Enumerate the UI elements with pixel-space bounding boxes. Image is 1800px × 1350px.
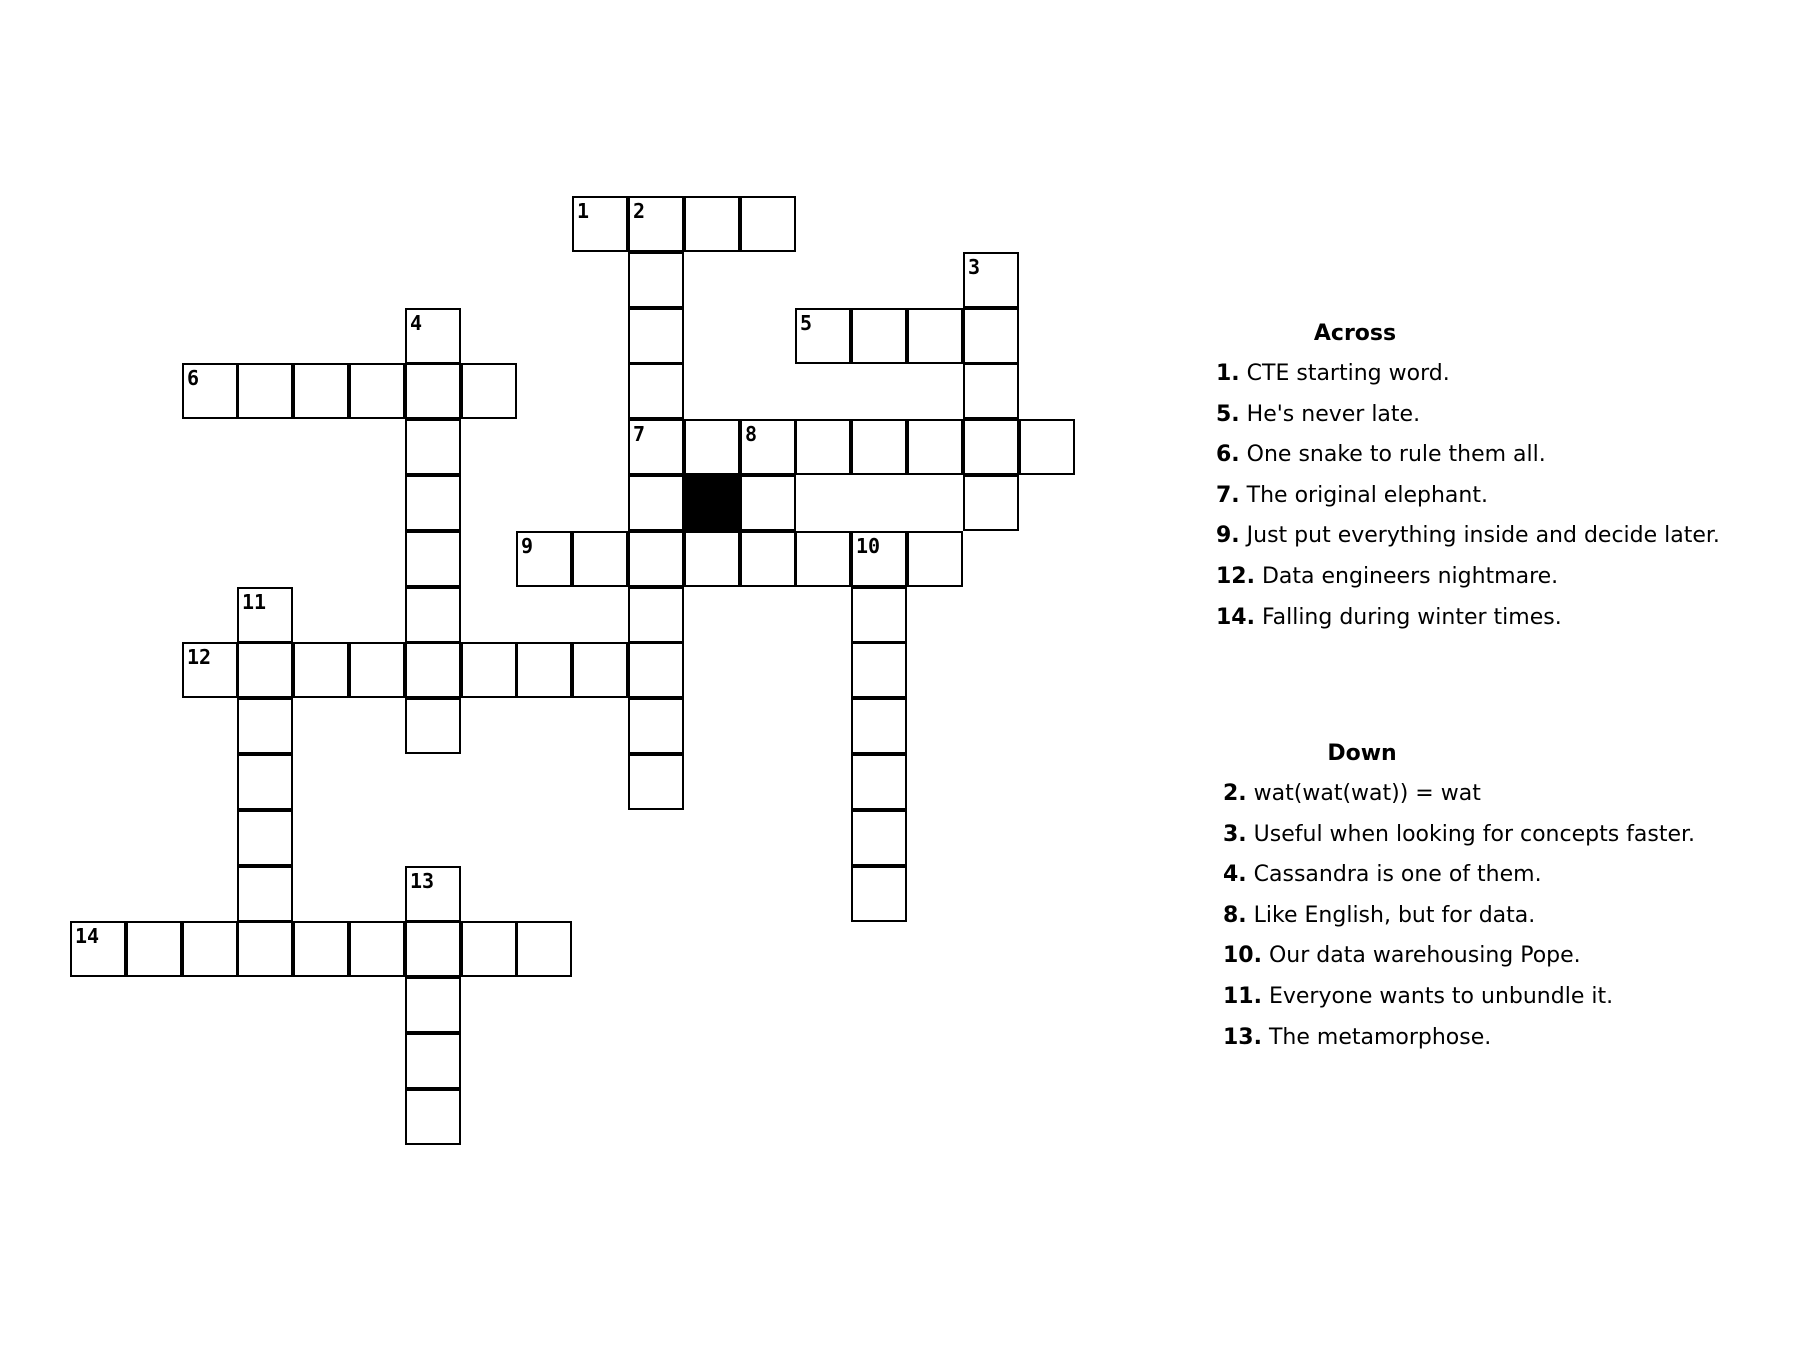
cell-input[interactable] <box>72 923 124 975</box>
down-clue-list <box>1223 774 1743 1058</box>
grid-cell[interactable] <box>963 419 1019 475</box>
clue-number-label: 11. <box>1223 983 1262 1009</box>
grid-cell[interactable] <box>628 754 684 810</box>
cell-input[interactable] <box>407 868 459 920</box>
cell-input[interactable] <box>742 421 794 473</box>
grid-cell[interactable] <box>405 308 461 364</box>
grid-cell[interactable] <box>628 531 684 587</box>
cell-input[interactable] <box>184 644 236 696</box>
grid-cell[interactable] <box>405 419 461 475</box>
grid-cell[interactable] <box>572 531 628 587</box>
clue-text: The original elephant. <box>1239 482 1488 508</box>
clue-text: Data engineers nightmare. <box>1254 563 1559 589</box>
cell-input[interactable] <box>239 868 291 920</box>
grid-cell[interactable] <box>405 642 461 698</box>
cell-input[interactable] <box>407 1035 459 1087</box>
cell-input[interactable] <box>630 756 682 808</box>
grid-cell[interactable] <box>963 252 1019 308</box>
cell-input[interactable] <box>965 254 1017 306</box>
cell-input[interactable] <box>351 923 403 975</box>
cell-input[interactable] <box>239 812 291 864</box>
cell-input[interactable] <box>184 923 236 975</box>
down-clue <box>1223 977 1743 1018</box>
clue-number: 3 <box>968 255 981 279</box>
grid-cell[interactable] <box>126 921 182 977</box>
cell-input[interactable] <box>1021 421 1073 473</box>
grid-cell[interactable] <box>1019 419 1075 475</box>
cell-input[interactable] <box>407 365 459 417</box>
grid-cell[interactable] <box>405 1033 461 1089</box>
down-clue <box>1223 774 1743 815</box>
clue-text: Like English, but for data. <box>1246 902 1536 928</box>
grid-cell[interactable] <box>516 921 572 977</box>
cell-input[interactable] <box>853 700 905 752</box>
cell-input[interactable] <box>686 533 738 585</box>
cell-input[interactable] <box>965 477 1017 529</box>
cell-input[interactable] <box>797 421 849 473</box>
cell-input[interactable] <box>239 589 291 641</box>
cell-input[interactable] <box>630 254 682 306</box>
clue-text: wat(wat(wat)) = wat <box>1246 781 1481 806</box>
grid-cell[interactable] <box>963 363 1019 419</box>
grid-cell[interactable] <box>405 921 461 977</box>
grid-cell[interactable] <box>293 363 349 419</box>
grid-cell[interactable] <box>572 196 628 252</box>
cell-input[interactable] <box>239 923 291 975</box>
cell-input[interactable] <box>351 365 403 417</box>
cell-input[interactable] <box>853 310 905 362</box>
cell-input[interactable] <box>518 923 570 975</box>
cell-input[interactable] <box>407 421 459 473</box>
grid-cell[interactable] <box>740 196 796 252</box>
clue-number: 4 <box>410 311 423 335</box>
clue-number: 12 <box>187 645 212 669</box>
cell-input[interactable] <box>407 979 459 1031</box>
grid-cell[interactable] <box>237 921 293 977</box>
grid-cell[interactable] <box>628 642 684 698</box>
grid-cell[interactable] <box>405 475 461 531</box>
cell-input[interactable] <box>407 1091 459 1143</box>
clue-number: 2 <box>633 199 646 223</box>
cell-input[interactable] <box>574 533 626 585</box>
grid-cell[interactable] <box>628 587 684 643</box>
grid-cell[interactable] <box>628 252 684 308</box>
cell-input[interactable] <box>630 700 682 752</box>
grid-cell[interactable] <box>628 363 684 419</box>
grid-cell[interactable] <box>182 363 238 419</box>
clue-text: Our data warehousing Pope. <box>1261 943 1581 969</box>
grid-cell[interactable] <box>405 363 461 419</box>
cell-input[interactable] <box>407 533 459 585</box>
cell-input[interactable] <box>965 365 1017 417</box>
clue-number-label: 13. <box>1223 1024 1262 1050</box>
down-clue <box>1223 855 1743 896</box>
grid-cell[interactable] <box>851 419 907 475</box>
cell-input[interactable] <box>407 644 459 696</box>
cell-input[interactable] <box>630 589 682 641</box>
grid-cell[interactable] <box>293 921 349 977</box>
cell-input[interactable] <box>630 421 682 473</box>
grid-cell[interactable] <box>907 419 963 475</box>
clue-number-label: 8. <box>1223 902 1247 928</box>
cell-input[interactable] <box>853 589 905 641</box>
block-cell <box>684 475 740 531</box>
grid-cell[interactable] <box>461 642 517 698</box>
clue-number: 9 <box>521 534 534 558</box>
cell-input[interactable] <box>797 310 849 362</box>
cell-input[interactable] <box>574 644 626 696</box>
grid-cell[interactable] <box>70 921 126 977</box>
clue-number-label: 10. <box>1223 943 1262 969</box>
clue-number-label: 5. <box>1216 401 1240 427</box>
grid-cell[interactable] <box>628 419 684 475</box>
clue-text: Just put everything inside and decide later. <box>1239 523 1720 549</box>
down-clue <box>1223 815 1743 856</box>
grid-cell[interactable] <box>628 475 684 531</box>
clue-number-label: 12. <box>1216 563 1255 589</box>
across-clues <box>1216 314 1736 638</box>
clue-text: Everyone wants to unbundle it. <box>1261 983 1614 1009</box>
cell-input[interactable] <box>630 365 682 417</box>
grid-cell[interactable] <box>405 698 461 754</box>
cell-input[interactable] <box>407 700 459 752</box>
grid-cell[interactable] <box>851 531 907 587</box>
grid-cell[interactable] <box>237 754 293 810</box>
down-heading: Down <box>1327 741 1397 766</box>
clue-number: 14 <box>75 924 100 948</box>
across-clue <box>1216 557 1736 598</box>
cell-input[interactable] <box>853 421 905 473</box>
grid-cell[interactable] <box>628 196 684 252</box>
across-clue <box>1216 598 1736 639</box>
clue-number-label: 4. <box>1223 862 1247 888</box>
clue-number: 1 <box>577 199 590 223</box>
across-clue <box>1216 354 1736 395</box>
grid-cell[interactable] <box>182 642 238 698</box>
grid-cell[interactable] <box>907 308 963 364</box>
cell-input[interactable] <box>797 533 849 585</box>
grid-cell[interactable] <box>795 419 851 475</box>
clue-number: 10 <box>856 534 881 558</box>
clue-number: 6 <box>187 366 200 390</box>
clue-number: 8 <box>745 422 758 446</box>
clue-text: CTE starting word. <box>1239 361 1450 386</box>
cell-input[interactable] <box>630 477 682 529</box>
cell-input[interactable] <box>518 644 570 696</box>
grid-cell[interactable] <box>516 531 572 587</box>
cell-input[interactable] <box>630 310 682 362</box>
grid-cell[interactable] <box>628 308 684 364</box>
grid-cell[interactable] <box>405 866 461 922</box>
clue-number-label: 7. <box>1216 482 1240 508</box>
across-clue <box>1216 516 1736 557</box>
down-clues <box>1223 734 1743 1058</box>
clue-text: Cassandra is one of them. <box>1246 862 1542 888</box>
clue-number: 5 <box>800 311 813 335</box>
clue-text: Useful when looking for concepts faster. <box>1246 821 1696 847</box>
cell-input[interactable] <box>853 868 905 920</box>
grid-cell[interactable] <box>851 810 907 866</box>
grid-cell[interactable] <box>237 698 293 754</box>
down-clue <box>1223 896 1743 937</box>
cell-input[interactable] <box>407 310 459 362</box>
cell-input[interactable] <box>407 477 459 529</box>
grid-cell[interactable] <box>461 363 517 419</box>
cell-input[interactable] <box>965 310 1017 362</box>
cell-input[interactable] <box>407 923 459 975</box>
grid-cell[interactable] <box>851 754 907 810</box>
grid-cell[interactable] <box>740 531 796 587</box>
grid-cell[interactable] <box>516 642 572 698</box>
cell-input[interactable] <box>518 533 570 585</box>
cell-input[interactable] <box>295 644 347 696</box>
cell-input[interactable] <box>909 421 961 473</box>
cell-input[interactable] <box>574 198 626 250</box>
clue-number-label: 1. <box>1216 361 1240 386</box>
cell-input[interactable] <box>853 812 905 864</box>
grid-cell[interactable] <box>405 587 461 643</box>
cell-input[interactable] <box>239 700 291 752</box>
grid-cell[interactable] <box>684 419 740 475</box>
grid-cell[interactable] <box>851 587 907 643</box>
cell-input[interactable] <box>742 533 794 585</box>
cell-input[interactable] <box>853 644 905 696</box>
clue-number-label: 6. <box>1216 442 1240 468</box>
cell-input[interactable] <box>686 421 738 473</box>
grid-cell[interactable] <box>684 196 740 252</box>
grid-cell[interactable] <box>684 531 740 587</box>
across-clue <box>1216 395 1736 436</box>
clue-text: He's never late. <box>1239 401 1421 427</box>
clue-text: The metamorphose. <box>1261 1024 1492 1050</box>
clue-number-label: 2. <box>1223 781 1247 806</box>
across-heading: Across <box>1313 321 1397 346</box>
cell-input[interactable] <box>295 365 347 417</box>
grid-cell[interactable] <box>851 308 907 364</box>
grid-cell[interactable] <box>963 308 1019 364</box>
cell-input[interactable] <box>630 533 682 585</box>
cell-input[interactable] <box>742 198 794 250</box>
grid-cell[interactable] <box>405 977 461 1033</box>
grid-cell[interactable] <box>740 475 796 531</box>
cell-input[interactable] <box>742 477 794 529</box>
cell-input[interactable] <box>853 533 905 585</box>
grid-cell[interactable] <box>851 642 907 698</box>
grid-cell[interactable] <box>237 866 293 922</box>
cell-input[interactable] <box>463 644 515 696</box>
clue-text: Falling during winter times. <box>1254 604 1562 630</box>
grid-cell[interactable] <box>740 419 796 475</box>
clue-number-label: 3. <box>1223 821 1247 847</box>
cell-input[interactable] <box>295 923 347 975</box>
cell-input[interactable] <box>463 365 515 417</box>
across-clue <box>1216 476 1736 517</box>
clue-text: One snake to rule them all. <box>1239 442 1546 468</box>
cell-input[interactable] <box>463 923 515 975</box>
cell-input[interactable] <box>128 923 180 975</box>
clue-number-label: 14. <box>1216 604 1255 630</box>
grid-cell[interactable] <box>795 531 851 587</box>
cell-input[interactable] <box>909 533 961 585</box>
cell-input[interactable] <box>686 198 738 250</box>
grid-cell[interactable] <box>349 642 405 698</box>
grid-cell[interactable] <box>405 1089 461 1145</box>
grid-cell[interactable] <box>349 363 405 419</box>
across-clue-list <box>1216 354 1736 638</box>
clue-number: 7 <box>633 422 646 446</box>
grid-cell[interactable] <box>182 921 238 977</box>
clue-number: 11 <box>242 590 267 614</box>
grid-cell[interactable] <box>572 642 628 698</box>
cell-input[interactable] <box>909 310 961 362</box>
grid-cell[interactable] <box>851 698 907 754</box>
cell-input[interactable] <box>407 589 459 641</box>
grid-cell[interactable] <box>907 531 963 587</box>
across-clue <box>1216 435 1736 476</box>
grid-cell[interactable] <box>963 475 1019 531</box>
grid-cell[interactable] <box>461 921 517 977</box>
grid-cell[interactable] <box>237 642 293 698</box>
clue-number: 13 <box>410 869 435 893</box>
cell-input[interactable] <box>630 644 682 696</box>
grid-cell[interactable] <box>628 698 684 754</box>
down-clue <box>1223 1018 1743 1059</box>
grid-cell[interactable] <box>405 531 461 587</box>
cell-input[interactable] <box>965 421 1017 473</box>
cell-input[interactable] <box>351 644 403 696</box>
grid-cell[interactable] <box>795 308 851 364</box>
cell-input[interactable] <box>630 198 682 250</box>
clue-number-label: 9. <box>1216 523 1240 549</box>
grid-cell[interactable] <box>349 921 405 977</box>
grid-cell[interactable] <box>851 866 907 922</box>
cell-input[interactable] <box>853 756 905 808</box>
grid-cell[interactable] <box>237 810 293 866</box>
cell-input[interactable] <box>239 644 291 696</box>
down-clue <box>1223 936 1743 977</box>
cell-input[interactable] <box>184 365 236 417</box>
cell-input[interactable] <box>239 365 291 417</box>
grid-cell[interactable] <box>237 363 293 419</box>
cell-input[interactable] <box>239 756 291 808</box>
grid-cell[interactable] <box>293 642 349 698</box>
grid-cell[interactable] <box>237 587 293 643</box>
